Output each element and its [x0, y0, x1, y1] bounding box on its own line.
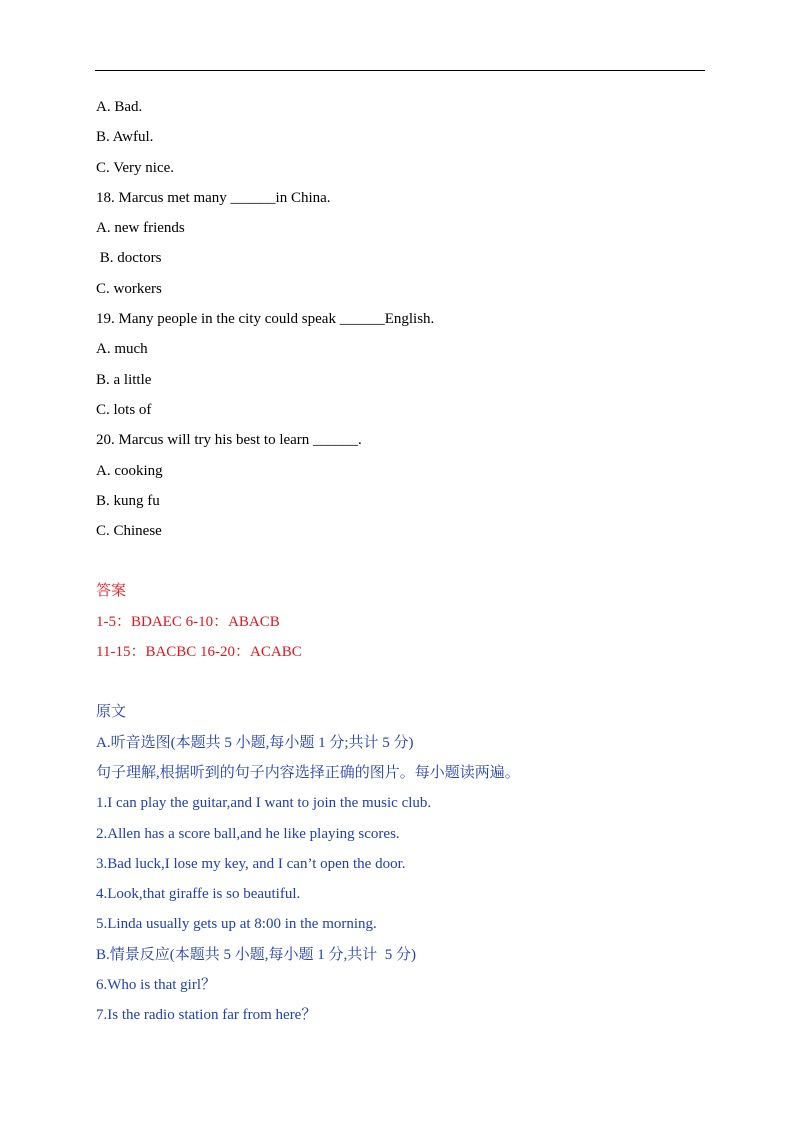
q17-option-c: C. Very nice. [96, 159, 175, 176]
q20-option-b: B. kung fu [96, 492, 160, 509]
q19-option-b: B. a little [96, 371, 152, 388]
section-b-title: B.情景反应(本题共 5 小题,每小题 1 分,共计 5 分) [96, 946, 416, 963]
header-rule [95, 70, 705, 71]
answers-heading: 答案 [96, 583, 127, 600]
transcript-item-3: 3.Bad luck,I lose my key, and I can’t open the door. [96, 855, 406, 872]
answers-line-2: 11-15：BACBC 16-20：ACABC [96, 644, 302, 661]
transcript-item-5: 5.Linda usually gets up at 8:00 in the morning. [96, 916, 377, 933]
q19-stem: 19. Many people in the city could speak ______English. [96, 311, 435, 328]
section-a-title: A.听音选图(本题共 5 小题,每小题 1 分;共计 5 分) [96, 734, 414, 751]
section-gap [96, 671, 716, 701]
answers-line-1: 1-5：BDAEC 6-10：ABACB [96, 613, 280, 630]
section-a-instructions: 句子理解,根据听到的句子内容选择正确的图片。每小题读两遍。 [96, 764, 520, 781]
q20-option-a: A. cooking [96, 462, 163, 479]
transcript-item-4: 4.Look,that giraffe is so beautiful. [96, 886, 301, 903]
transcript-item-1: 1.I can play the guitar,and I want to join the music club. [96, 795, 432, 812]
q17-option-a: A. Bad. [96, 99, 143, 115]
section-gap [96, 550, 716, 580]
transcript-item-2: 2.Allen has a score ball,and he like playing scores. [96, 825, 400, 842]
q17-option-b: B. Awful. [96, 129, 154, 146]
q19-option-a: A. much [96, 341, 148, 358]
transcript-item-6: 6.Who is that girl？ [96, 977, 216, 994]
q18-option-b: B. doctors [96, 250, 162, 267]
q19-option-c: C. lots of [96, 401, 152, 418]
q18-option-c: C. workers [96, 280, 162, 297]
page-content [96, 96, 716, 1035]
q18-stem: 18. Marcus met many ______in China. [96, 189, 331, 206]
transcript-item-7: 7.Is the radio station far from here？ [96, 1007, 317, 1024]
q18-option-a: A. new friends [96, 220, 185, 237]
q20-stem: 20. Marcus will try his best to learn ______. [96, 432, 362, 449]
q20-option-c: C. Chinese [96, 523, 162, 540]
transcript-heading: 原文 [96, 704, 127, 721]
